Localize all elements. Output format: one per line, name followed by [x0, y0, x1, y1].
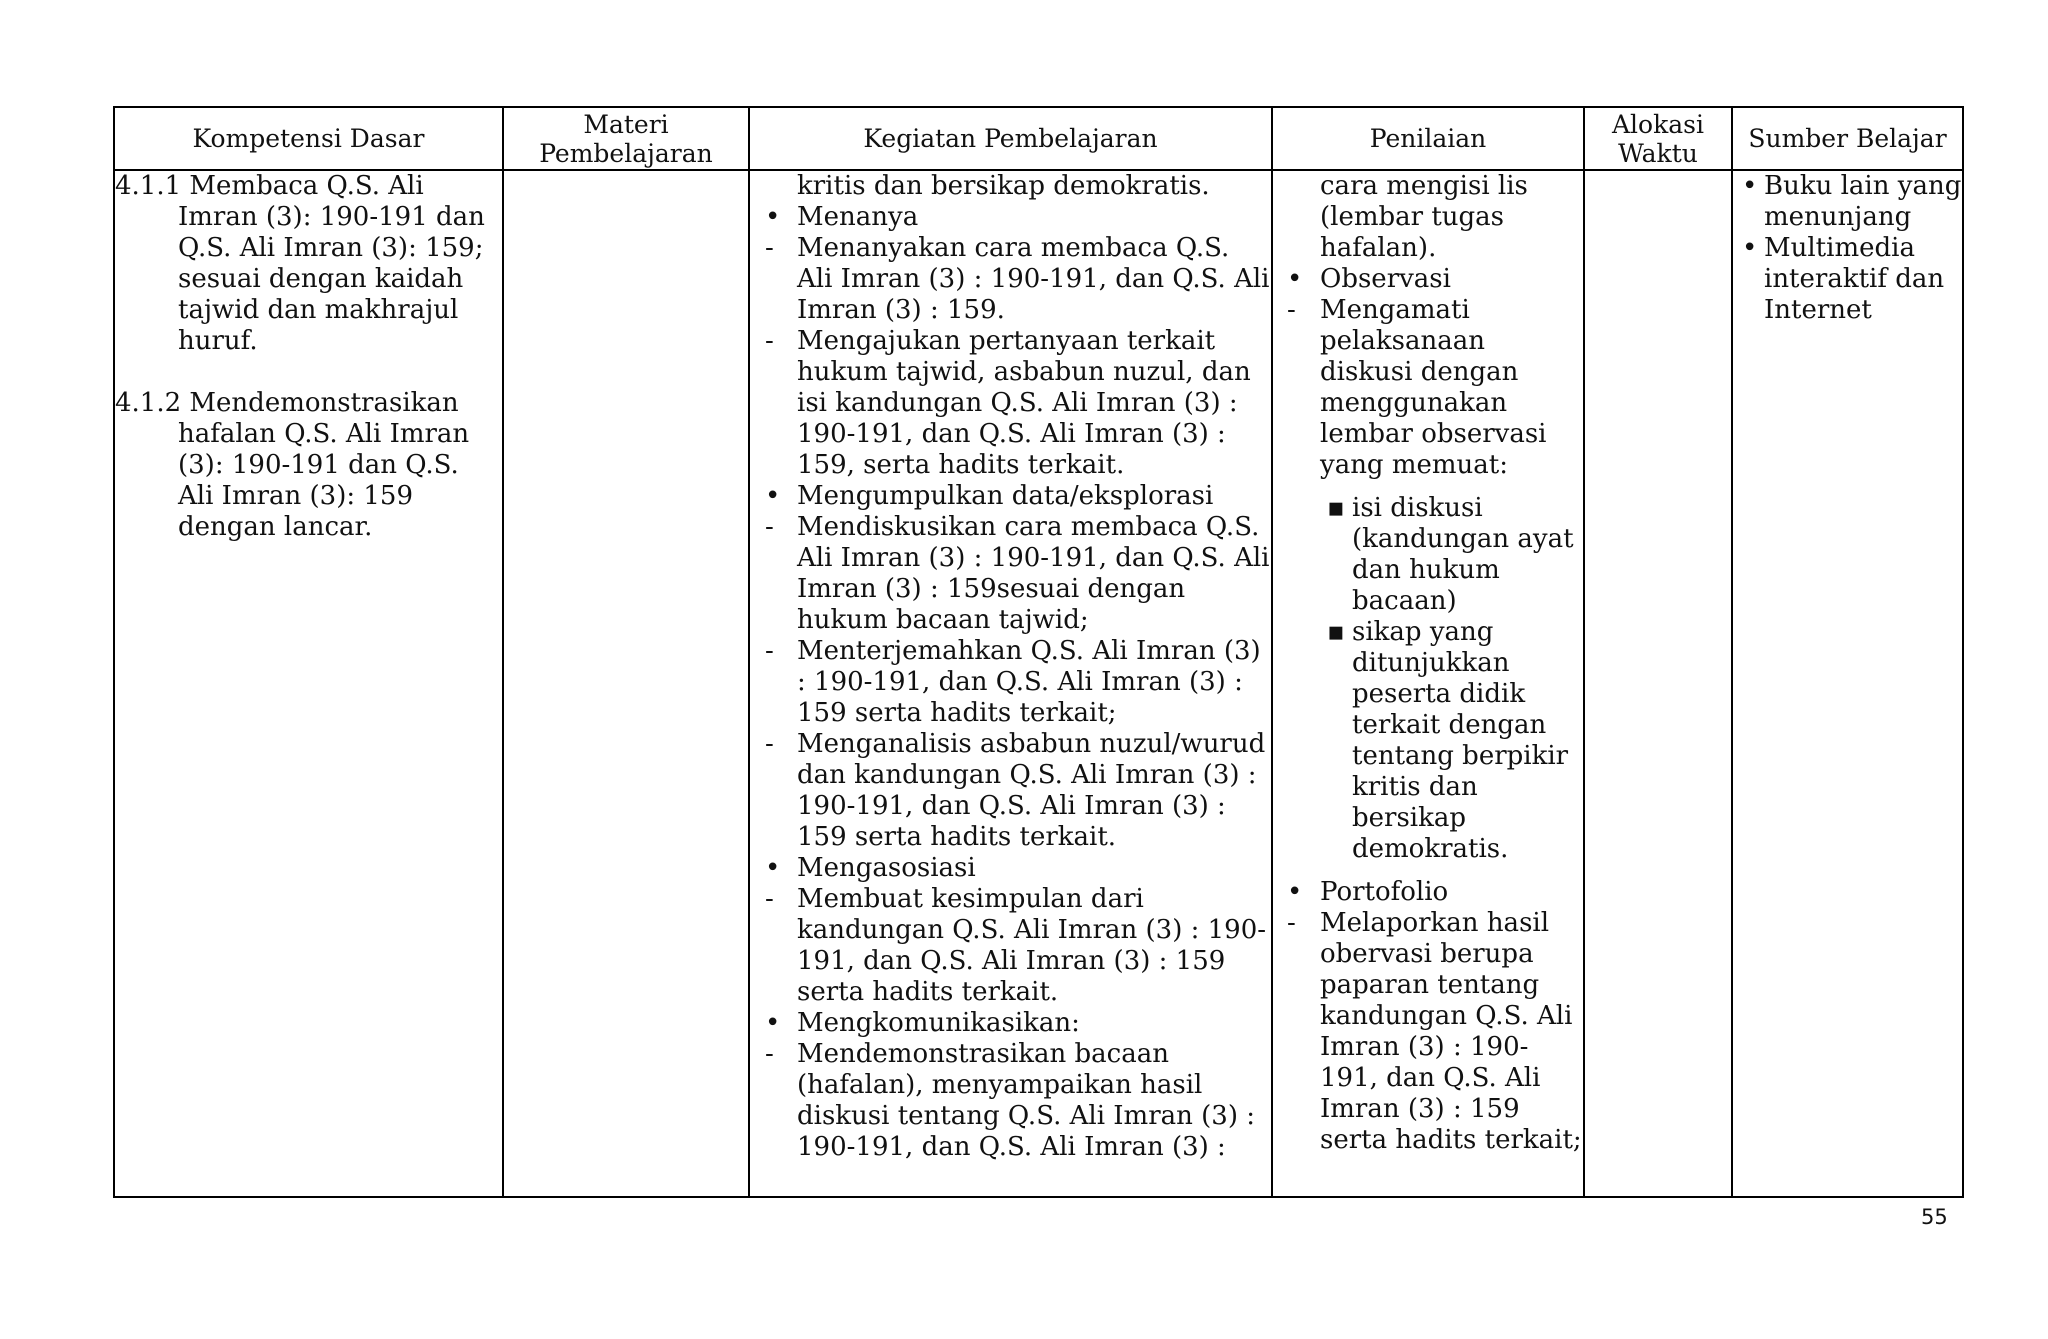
penilaian-subitem	[1320, 493, 1583, 617]
penilaian-subtext: isi diskusi (kandungan ayat dan hukum bacaan)	[1352, 493, 1574, 616]
kegiatan-item	[750, 512, 1271, 636]
header-materi-pembelajaran: Materi Pembelajaran	[503, 107, 749, 170]
kegiatan-item	[750, 636, 1271, 729]
kegiatan-text: Mengajukan pertanyaan terkait hukum tajwid, asbabun nuzul, dan isi kandungan Q.S. Ali Imran (3) : 190-191, dan Q.S. Ali Imran (3) : 159, serta hadits terkait.	[797, 326, 1251, 480]
kegiatan-text: Mengumpulkan data/eksplorasi	[797, 481, 1214, 511]
bullet-icon: •	[1742, 233, 1758, 263]
kegiatan-item	[750, 171, 1271, 202]
kegiatan-item	[750, 233, 1271, 326]
kegiatan-text: kritis dan bersikap demokratis.	[797, 171, 1210, 201]
dash-icon: -	[765, 326, 774, 356]
dash-icon: -	[1287, 295, 1296, 325]
kegiatan-item	[750, 1039, 1271, 1163]
kegiatan-item	[750, 202, 1271, 233]
penilaian-subitem	[1320, 617, 1583, 865]
bullet-icon: •	[1287, 264, 1303, 294]
cell-alokasi-waktu	[1584, 170, 1732, 1197]
penilaian-item	[1273, 171, 1583, 264]
dash-icon: -	[765, 512, 774, 542]
kegiatan-item	[750, 884, 1271, 1008]
cell-kompetensi-dasar	[114, 170, 503, 1197]
header-alokasi-waktu: Alokasi Waktu	[1584, 107, 1732, 170]
penilaian-text: Mengamati pelaksanaan diskusi dengan menggunakan lembar observasi yang memuat:	[1320, 295, 1547, 480]
bullet-icon: •	[765, 853, 781, 883]
kompetensi-item: 4.1.2 Mendemonstrasikan hafalan Q.S. Ali Imran (3): 190-191 dan Q.S. Ali Imran (3): 159 dengan lancar.	[115, 388, 470, 542]
sumber-item	[1733, 233, 1962, 326]
kegiatan-item	[750, 729, 1271, 853]
penilaian-item	[1273, 877, 1583, 908]
penilaian-item	[1273, 295, 1583, 865]
sumber-item	[1733, 171, 1962, 233]
header-penilaian: Penilaian	[1272, 107, 1584, 170]
penilaian-subtext: sikap yang ditunjukkan peserta didik terkait dengan tentang berpikir kritis dan bersikap demokratis.	[1352, 617, 1569, 864]
bullet-icon: •	[765, 202, 781, 232]
kegiatan-text: Membuat kesimpulan dari kandungan Q.S. Ali Imran (3) : 190-191, dan Q.S. Ali Imran (3) : 159 serta hadits terkait.	[797, 884, 1267, 1007]
kegiatan-item	[750, 481, 1271, 512]
kompetensi-item: 4.1.1 Membaca Q.S. Ali Imran (3): 190-191 dan Q.S. Ali Imran (3): 159; sesuai dengan kaidah tajwid dan makhrajul huruf.	[115, 171, 485, 356]
dash-icon: -	[765, 884, 774, 914]
header-row	[114, 107, 1963, 170]
cell-penilaian	[1272, 170, 1584, 1197]
header-kompetensi-dasar: Kompetensi Dasar	[114, 107, 503, 170]
bullet-icon: •	[765, 1008, 781, 1038]
cell-kegiatan-pembelajaran	[749, 170, 1272, 1197]
bullet-icon: •	[765, 481, 781, 511]
kegiatan-text: Mengkomunikasikan:	[797, 1008, 1080, 1038]
sumber-text: Buku lain yang menunjang	[1764, 171, 1962, 232]
kegiatan-text: Menanya	[797, 202, 919, 232]
cell-materi-pembelajaran	[503, 170, 749, 1197]
penilaian-text: Portofolio	[1320, 877, 1449, 907]
kegiatan-text: Mendemonstrasikan bacaan (hafalan), menyampaikan hasil diskusi tentang Q.S. Ali Imran (3) : 190-191, dan Q.S. Ali Imran (3) :	[797, 1039, 1255, 1162]
kegiatan-text: Menterjemahkan Q.S. Ali Imran (3) : 190-191, dan Q.S. Ali Imran (3) : 159 serta hadits terkait;	[797, 636, 1261, 728]
header-kegiatan-pembelajaran: Kegiatan Pembelajaran	[749, 107, 1272, 170]
bullet-icon: •	[1742, 171, 1758, 201]
dash-icon: -	[765, 636, 774, 666]
kegiatan-text: Menganalisis asbabun nuzul/wurud dan kandungan Q.S. Ali Imran (3) : 190-191, dan Q.S. Ali Imran (3) : 159 serta hadits terkait.	[797, 729, 1266, 852]
sumber-text: Multimedia interaktif dan Internet	[1764, 233, 1945, 325]
dash-icon: -	[765, 233, 774, 263]
dash-icon: -	[765, 1039, 774, 1069]
penilaian-item	[1273, 264, 1583, 295]
bullet-icon: •	[1287, 877, 1303, 907]
dash-icon: -	[1287, 908, 1296, 938]
header-sumber-belajar: Sumber Belajar	[1732, 107, 1963, 170]
penilaian-text: cara mengisi lis (lembar tugas hafalan).	[1320, 171, 1528, 263]
cell-sumber-belajar	[1732, 170, 1963, 1197]
square-bullet-icon: ▪	[1327, 493, 1345, 523]
kegiatan-text: Mengasosiasi	[797, 853, 976, 883]
kegiatan-item	[750, 1008, 1271, 1039]
square-bullet-icon: ▪	[1327, 617, 1345, 647]
penilaian-item	[1273, 908, 1583, 1156]
content-row	[114, 170, 1963, 1197]
kegiatan-item	[750, 853, 1271, 884]
page-number: 55	[1921, 1205, 1948, 1229]
kegiatan-item	[750, 326, 1271, 481]
kegiatan-text: Mendiskusikan cara membaca Q.S. Ali Imran (3) : 190-191, dan Q.S. Ali Imran (3) : 159sesuai dengan hukum bacaan tajwid;	[797, 512, 1270, 635]
penilaian-text: Observasi	[1320, 264, 1451, 294]
syllabus-table	[113, 106, 1964, 1198]
penilaian-text: Melaporkan hasil obervasi berupa paparan tentang kandungan Q.S. Ali Imran (3) : 190-191, dan Q.S. Ali Imran (3) : 159 serta hadits terkait;	[1320, 908, 1582, 1155]
dash-icon: -	[765, 729, 774, 759]
kegiatan-text: Menanyakan cara membaca Q.S. Ali Imran (3) : 190-191, dan Q.S. Ali Imran (3) : 159.	[797, 233, 1270, 325]
